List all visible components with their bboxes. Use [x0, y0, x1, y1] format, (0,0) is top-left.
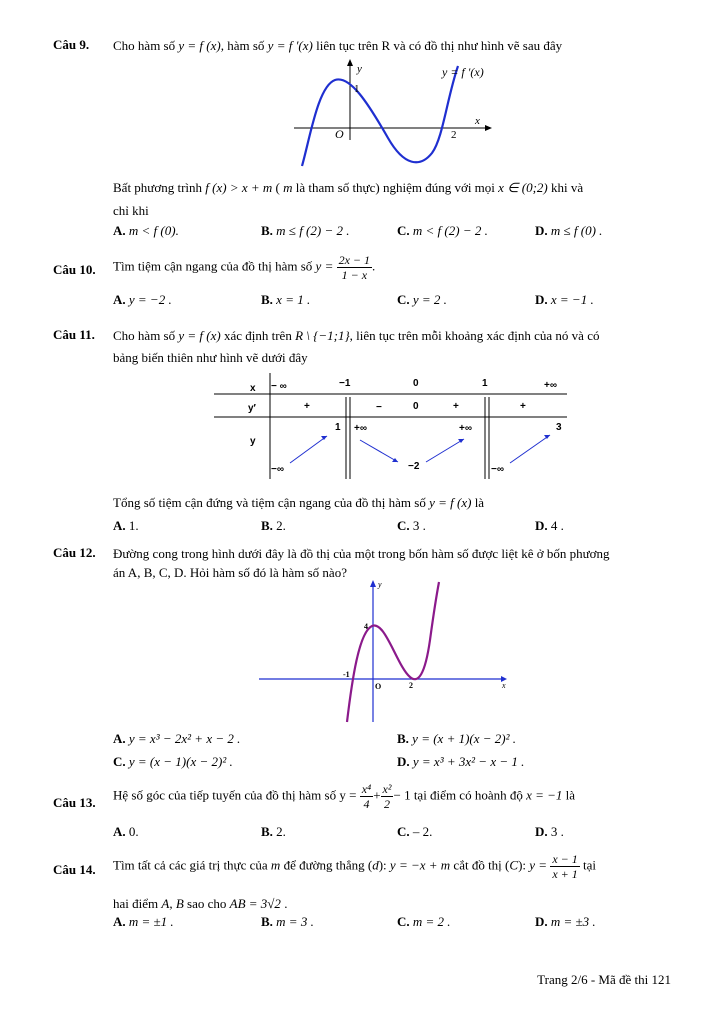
q13-option-a-text: 0. — [128, 824, 139, 839]
vt-row-yp: y′ — [248, 403, 256, 414]
q13-frac-2 — [381, 782, 394, 811]
q11-stem-a: Cho hàm số — [113, 328, 179, 343]
q14-option-c-text: m = 2 . — [412, 914, 451, 929]
q9-stem-c: liên tục trên R và có đồ thị như hình vẽ sau đây — [312, 38, 563, 53]
q11-variation-table — [214, 373, 570, 483]
vt-y-6: 3 — [556, 422, 562, 433]
vt-x-0: − ∞ — [271, 381, 287, 392]
q10-option-d[interactable] — [535, 292, 594, 308]
q9-y-arrow — [347, 59, 353, 66]
q9-x-arrow — [485, 125, 492, 131]
vt-arrow-4 — [510, 435, 550, 463]
q14-stem-g: tại — [579, 857, 596, 873]
vt-row-y: y — [250, 436, 256, 447]
q12-option-c[interactable] — [113, 754, 233, 770]
q10-option-a[interactable] — [113, 292, 172, 308]
q13-f1-num: x⁴ — [361, 782, 372, 796]
q13-option-d-key: D. — [535, 824, 548, 839]
q11-option-c[interactable] — [397, 518, 426, 534]
q10-frac-den: 1 − x — [341, 268, 368, 282]
q14-option-a[interactable] — [113, 914, 174, 930]
q12-option-d-text: y = x³ + 3x² − x − 1 . — [412, 754, 525, 769]
q13-f1-den: 4 — [363, 797, 370, 811]
q14-stem-b: để đường thẳng ( — [280, 857, 373, 873]
vt-arrow-2 — [360, 440, 398, 462]
q14-stem-C: C — [509, 857, 519, 873]
vt-yp-3: + — [453, 401, 459, 412]
q9-origin: O — [335, 127, 344, 141]
q13-stem — [113, 782, 683, 811]
q12-option-a[interactable] — [113, 731, 240, 747]
q10-option-b-text: x = 1 . — [276, 292, 311, 307]
q9-stem — [113, 37, 562, 55]
vt-yp-1: − — [376, 402, 382, 413]
q11-option-d[interactable] — [535, 518, 564, 534]
q14-option-b[interactable] — [261, 914, 314, 930]
q9-option-b-text: m ≤ f (2) − 2 . — [276, 223, 350, 238]
q12-origin: O — [375, 682, 382, 691]
q11-option-a-text: 1. — [128, 518, 139, 533]
q9-option-d-key: D. — [535, 223, 548, 238]
q9-line2 — [113, 179, 673, 197]
q13-plus: + — [373, 787, 381, 803]
q13-stem-c: là — [562, 787, 576, 803]
q12-option-d-key: D. — [397, 754, 410, 769]
q14-stem-c: ): — [378, 857, 390, 873]
q9-option-b-key: B. — [261, 223, 273, 238]
q11-stem-c: , liên tục trên mỗi khoảng xác định của nó và có — [349, 328, 600, 343]
q11-line3-fn: y = f (x) — [429, 495, 472, 510]
vt-arrow-1 — [290, 436, 327, 463]
q9-curve-label: y = f ′(x) — [442, 65, 484, 79]
vt-yp-0: + — [304, 401, 310, 412]
q13-f2-num: x² — [382, 782, 392, 796]
q9-ineq: f (x) > x + m — [205, 180, 273, 195]
q11-line2: bảng biến thiên như hình vẽ dưới đây — [113, 350, 308, 365]
q10-option-b[interactable] — [261, 292, 310, 308]
q14-stem-d: d — [372, 857, 379, 873]
q14-option-a-key: A. — [113, 914, 126, 929]
q12-option-c-text: y = (x − 1)(x − 2)² . — [128, 754, 233, 769]
q12-option-a-text: y = x³ − 2x² + x − 2 . — [128, 731, 241, 746]
q9-xlabel: x — [475, 115, 480, 127]
q10-fn-lhs: y = — [315, 258, 334, 274]
q10-option-d-key: D. — [535, 292, 548, 307]
q13-option-d-text: 3 . — [550, 824, 564, 839]
q10-option-c-text: y = 2 . — [412, 292, 447, 307]
q10-label: Câu 10. — [53, 262, 96, 277]
q10-tail: . — [372, 258, 376, 274]
q12-option-b[interactable] — [397, 731, 516, 747]
q9-option-c[interactable] — [397, 223, 488, 239]
q14-line2 — [113, 895, 287, 913]
q12-line2: án A, B, C, D. Hỏi hàm số đó là hàm số nào? — [113, 565, 347, 580]
q14-option-d[interactable] — [535, 914, 596, 930]
q14-option-c[interactable] — [397, 914, 451, 930]
q13-option-a[interactable] — [113, 824, 139, 840]
q9-stem-b: hàm số — [223, 38, 268, 53]
q14-stem-e: cắt đồ thị ( — [450, 857, 510, 873]
q11-stem-dom: R \ {−1;1} — [295, 328, 350, 343]
q9-option-c-text: m < f (2) − 2 . — [412, 223, 488, 238]
q9-option-a[interactable] — [113, 223, 179, 239]
q14-option-d-text: m = ±3 . — [550, 914, 596, 929]
vt-x-4: +∞ — [544, 380, 557, 391]
q9-line2-c: là tham số thực) nghiệm đúng với mọi — [292, 180, 499, 195]
q11-line3 — [113, 494, 484, 512]
q10-option-a-text: y = −2 . — [128, 292, 172, 307]
q12-option-a-key: A. — [113, 731, 126, 746]
q14-stem-a: Tìm tất cả các giá trị thực của — [113, 857, 271, 873]
q12-line1: Đường cong trong hình dưới đây là đồ thị của một trong bốn hàm số được liệt kê ở bốn phương — [113, 546, 610, 561]
q9-set: x ∈ (0;2) — [498, 180, 548, 195]
q11-option-d-key: D. — [535, 518, 548, 533]
q9-label: Câu 9. — [53, 37, 90, 52]
q14-stem-line: y = −x + m — [389, 857, 451, 873]
q14-label: Câu 14. — [53, 862, 96, 877]
q12-option-d[interactable] — [397, 754, 524, 770]
q13-label: Câu 13. — [53, 795, 96, 810]
vt-y-1: 1 — [335, 422, 341, 433]
q10-option-a-key: A. — [113, 292, 126, 307]
q9-derivative-graph — [280, 58, 530, 170]
q9-curve — [302, 66, 458, 166]
q11-option-b[interactable] — [261, 518, 286, 534]
q9-option-d[interactable] — [535, 223, 602, 239]
q14-line2-b: sao cho — [183, 896, 230, 911]
q14-line2-eq: AB = 3√2 — [229, 896, 281, 911]
q13-option-c[interactable] — [397, 824, 432, 840]
q14-line2-a: hai điểm — [113, 896, 162, 911]
q9-tick-y: 1 — [354, 83, 360, 95]
q9-line2-b: ( — [272, 180, 284, 195]
q12-tick-x: 2 — [409, 681, 413, 690]
q10-frac-num: 2x − 1 — [338, 253, 371, 267]
q13-stem-x: x = −1 — [526, 787, 563, 803]
q14-option-c-key: C. — [397, 914, 410, 929]
q9-stem-fp: y = f ′(x) — [267, 38, 313, 53]
vt-y-2: +∞ — [354, 423, 367, 434]
q9-ylabel: y — [357, 63, 362, 75]
q9-option-a-text: m < f (0). — [128, 223, 179, 238]
q11-stem — [113, 327, 673, 345]
q11-stem-fn: y = f (x) — [178, 328, 221, 343]
q9-tick-x: 2 — [451, 129, 457, 141]
q14-option-a-text: m = ±1 . — [128, 914, 174, 929]
q13-stem-b: − 1 tại điểm có hoành độ — [393, 787, 527, 803]
q14-option-b-key: B. — [261, 914, 273, 929]
q11-option-d-text: 4 . — [550, 518, 564, 533]
q14-stem-m: m — [270, 857, 281, 873]
q11-option-a-key: A. — [113, 518, 126, 533]
page-footer: Trang 2/6 - Mã đề thi 121 — [537, 972, 671, 987]
vt-x-1: −1 — [339, 378, 351, 389]
vt-x-3: 1 — [482, 378, 488, 389]
q10-option-c[interactable] — [397, 292, 447, 308]
q13-option-b[interactable] — [261, 824, 286, 840]
q9-line2-d: khi và — [547, 180, 584, 195]
q12-xlabel: x — [502, 681, 506, 690]
q12-option-c-key: C. — [113, 754, 126, 769]
q14-frac-den: x + 1 — [552, 867, 578, 881]
q10-option-b-key: B. — [261, 292, 273, 307]
q13-option-b-text: 2. — [276, 824, 286, 839]
q12-option-b-key: B. — [397, 731, 409, 746]
vt-yp-2: 0 — [413, 401, 419, 412]
q12-ylabel: y — [378, 580, 382, 589]
q13-option-d[interactable] — [535, 824, 564, 840]
q13-option-a-key: A. — [113, 824, 126, 839]
q10-stem-text: Tìm tiệm cận ngang của đồ thị hàm số — [113, 258, 316, 274]
q11-line3-a: Tổng số tiệm cận đứng và tiệm cận ngang của đồ thị hàm số — [113, 495, 430, 510]
vt-row-x: x — [250, 383, 256, 394]
q13-frac-1 — [360, 782, 374, 811]
q13-f2-den: 2 — [384, 797, 391, 811]
q13-stem-a: Hệ số góc của tiếp tuyến của đồ thị hàm số y = — [113, 787, 360, 803]
q12-label: Câu 12. — [53, 545, 96, 560]
q9-stem-a: Cho hàm số — [113, 38, 179, 53]
q11-label: Câu 11. — [53, 327, 95, 342]
q12-option-b-text: y = (x + 1)(x − 2)² . — [412, 731, 517, 746]
q11-option-b-text: 2. — [276, 518, 286, 533]
vt-y-4: +∞ — [459, 423, 472, 434]
vt-y-5: −∞ — [491, 464, 504, 475]
q14-option-b-text: m = 3 . — [276, 914, 314, 929]
q9-line2-a: Bất phương trình — [113, 180, 206, 195]
q11-option-a[interactable] — [113, 518, 139, 534]
q14-fn-lhs: y = — [529, 857, 548, 873]
q14-frac-num: x − 1 — [552, 852, 578, 866]
q12-tick-xn: -1 — [343, 670, 350, 679]
vt-yp-4: + — [520, 401, 526, 412]
q11-option-b-key: B. — [261, 518, 273, 533]
q14-fraction — [550, 852, 579, 881]
q11-line3-b: là — [471, 495, 485, 510]
q13-option-b-key: B. — [261, 824, 273, 839]
q14-stem-f: ): — [518, 857, 530, 873]
q14-line2-ab: A, B — [161, 896, 184, 911]
q10-stem — [113, 253, 375, 282]
q9-option-d-text: m ≤ f (0) . — [550, 223, 603, 238]
q9-stem-f: y = f (x), — [178, 38, 224, 53]
q12-y-arrow — [370, 580, 376, 587]
q12-curve — [347, 582, 439, 722]
q9-option-a-key: A. — [113, 223, 126, 238]
q13-option-c-text: – 2. — [412, 824, 433, 839]
q12-tick-y: 4 — [364, 622, 368, 631]
q11-stem-b: xác định trên — [220, 328, 296, 343]
q11-option-c-key: C. — [397, 518, 410, 533]
vt-arrow-3 — [426, 439, 464, 462]
q9-m: m — [283, 180, 293, 195]
q9-option-c-key: C. — [397, 223, 410, 238]
q9-option-b[interactable] — [261, 223, 350, 239]
q12-graph — [255, 580, 515, 728]
q9-line3: chỉ khi — [113, 203, 149, 218]
q14-stem — [113, 852, 678, 881]
q11-option-c-text: 3 . — [412, 518, 426, 533]
vt-y-0: −∞ — [271, 464, 284, 475]
q10-fraction — [337, 253, 372, 282]
vt-y-3: −2 — [408, 461, 420, 472]
q10-option-d-text: x = −1 . — [550, 292, 594, 307]
q13-option-c-key: C. — [397, 824, 410, 839]
vt-x-2: 0 — [413, 378, 419, 389]
q10-option-c-key: C. — [397, 292, 410, 307]
q14-line2-c: . — [280, 896, 288, 911]
q14-option-d-key: D. — [535, 914, 548, 929]
